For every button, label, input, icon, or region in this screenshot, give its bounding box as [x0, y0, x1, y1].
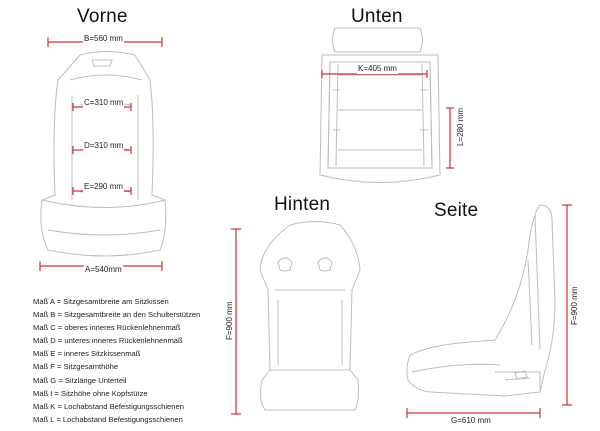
dim-label-e: E=290 mm — [84, 182, 123, 191]
legend-item-a: Maß A = Sitzgesamtbreite am Sitzkissen — [33, 297, 169, 306]
dim-label-a: A=540mm — [85, 265, 122, 274]
dim-label-c: C=310 mm — [84, 98, 124, 107]
dim-label-b: B=560 mm — [84, 34, 123, 43]
legend-item-g: Maß G = Sitzlänge Unterteil — [33, 375, 127, 385]
side-seat-drawing — [407, 205, 555, 396]
legend-item-l: Maß L = Lochabstand Befestigungsschienen — [33, 414, 183, 424]
bottom-seat-drawing — [320, 28, 440, 183]
title-side: Seite — [434, 200, 479, 221]
title-back: Hinten — [274, 194, 331, 215]
legend-item-b: Maß B = Sitzgesamtbreite an den Schulterstützen — [33, 310, 201, 320]
legend-item-d: Maß D = unteres inneres Rückenlehnenmaß — [33, 336, 183, 346]
front-seat-drawing — [41, 52, 166, 257]
legend-item-e: Maß E = inneres Sitzkissenmaß — [33, 349, 141, 359]
legend-item-c: Maß C = oberes inneres Rückenlehnenmaß — [33, 323, 181, 333]
legend-item-i: Maß I = Sitzhöhe ohne Kopfstütze — [33, 388, 148, 398]
dimension-legend — [33, 295, 200, 426]
back-seat-drawing — [260, 222, 360, 411]
dim-label-g: G=610 mm — [451, 416, 491, 425]
legend-item-k: Maß K = Lochabstand Befestigungsschienen — [33, 401, 184, 411]
title-front: Vorne — [77, 6, 128, 27]
dim-label-l: L=280 mm — [456, 107, 465, 146]
legend-item-f: Maß F = Sitzgesamthöhe — [33, 362, 119, 372]
dim-label-f-back: F=900 mm — [225, 301, 234, 340]
title-bottom: Unten — [351, 6, 403, 27]
dim-label-f-side: F=900 mm — [570, 286, 579, 325]
dim-label-k: K=405 mm — [358, 64, 397, 73]
dim-label-d: D=310 mm — [84, 141, 124, 150]
